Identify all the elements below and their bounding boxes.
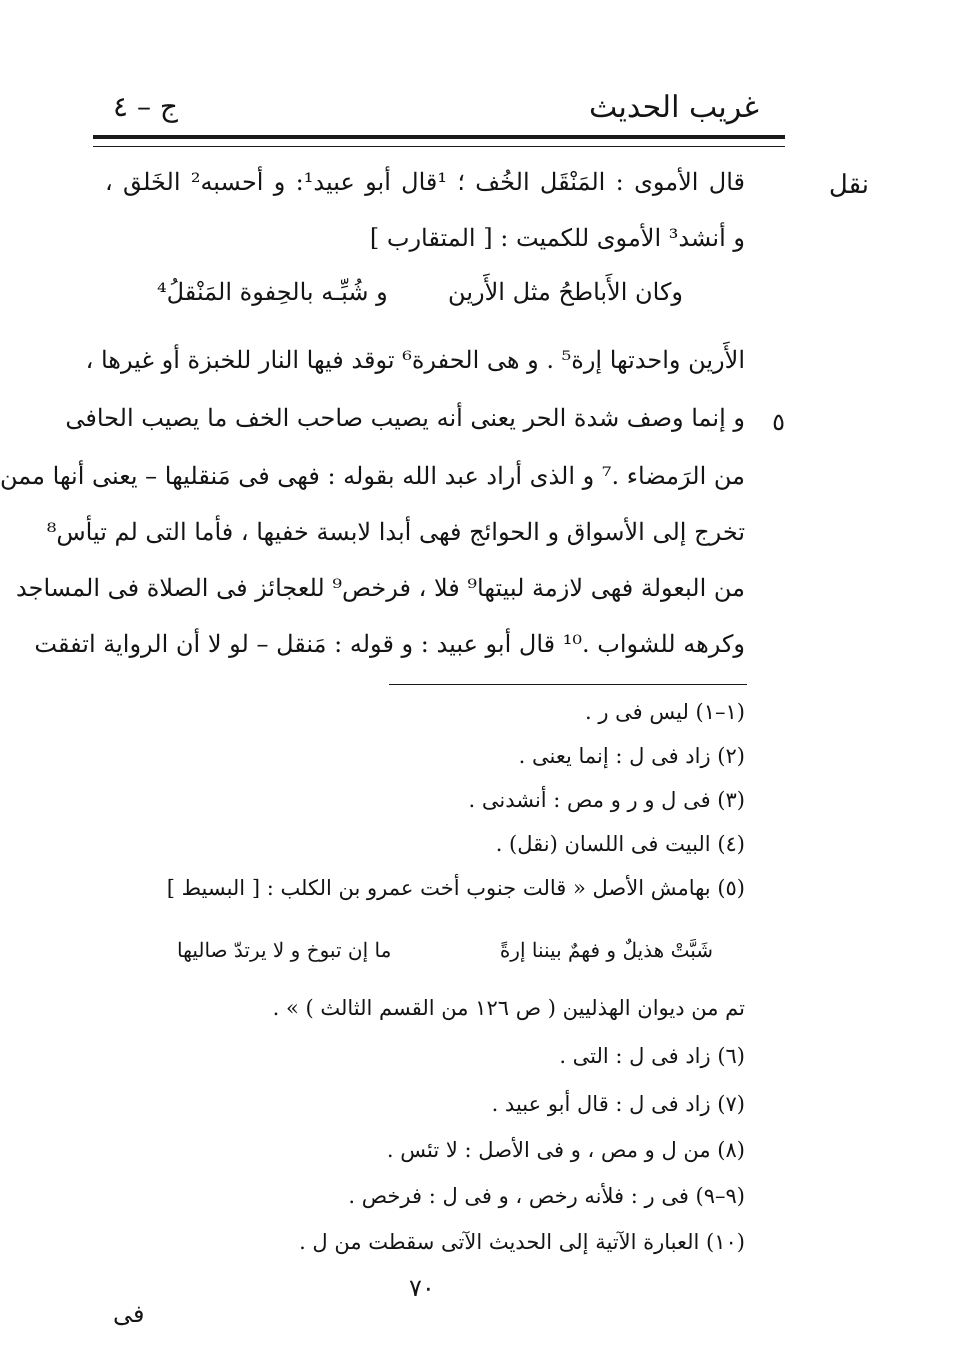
footnote-verse-first-hemistich: شَبَّتْ هذيلٌ و فهمٌ بيننا إرةً xyxy=(499,938,713,962)
body-line-1: قال الأموى : المَنْقَل الخُف ؛ ¹قال أبو عبيد¹: و أحسبه² الخَلق ، xyxy=(105,168,745,196)
body-line-8: من البعولة فهى لازمة لبيتها⁹ فلا ، فرخص⁹ للعجائز فى الصلاة فى المساجد xyxy=(16,574,745,602)
footnote-4: (٤) البيت فى اللسان (نقل) . xyxy=(495,832,745,856)
header-rule-thin xyxy=(93,146,785,147)
body-line-4: الأَرين واحدتها إرة⁵ . و هى الحفرة⁶ توقد فيها النار للخبزة أو غيرها ، xyxy=(85,346,745,374)
footnote-3: (٣) فى ل و ر و مص : أنشدنى . xyxy=(468,788,745,812)
footnote-10: (١٠) العبارة الآتية إلى الحديث الآتى سقطت من ل . xyxy=(299,1230,745,1254)
footnote-5: (٥) بهامش الأصل « قالت جنوب أخت عمرو بن الكلب : [ البسيط ] xyxy=(166,876,745,900)
footnote-2: (٢) زاد فى ل : إنما يعنى . xyxy=(518,744,745,768)
page-number: ٧٠ xyxy=(409,1274,435,1302)
margin-headword: نقل xyxy=(828,170,869,200)
margin-line-number: ٥ xyxy=(772,408,785,436)
body-line-9: وكرهه للشواب .¹⁰ قال أبو عبيد : و قوله : مَنقل – لو لا أن الرواية اتفقت xyxy=(34,630,745,658)
footnote-8: (٨) من ل و مص ، و فى الأصل : لا تئس . xyxy=(386,1138,745,1162)
body-line-5: و إنما وصف شدة الحر يعنى أنه يصيب صاحب الخف ما يصيب الحافى xyxy=(65,404,745,432)
footnote-verse-second-hemistich: ما إن تبوخ و لا يرتدّ صاليها xyxy=(177,938,392,962)
footnote-rule xyxy=(389,684,747,685)
footnote-7: (٧) زاد فى ل : قال أبو عبيد . xyxy=(491,1092,745,1116)
footnote-9: (٩–٩) فى ر : فلأنه رخص ، و فى ل : فرخص . xyxy=(348,1184,745,1208)
footnote-1: (١–١) ليس فى ر . xyxy=(584,700,745,724)
footnote-6: (٦) زاد فى ل : التى . xyxy=(559,1044,745,1068)
body-line-7: تخرج إلى الأسواق و الحوائج فهى أبدا لابسة خفيها ، فأما التى لم تيأس⁸ xyxy=(46,518,745,546)
verse-first-hemistich: وكان الأَباطحُ مثل الأَرين xyxy=(448,278,683,306)
verse-second-hemistich: و شُبِّـه بالحِفوة المَنْقلُ⁴ xyxy=(157,278,388,306)
body-line-6: من الرَمضاء .⁷ و الذى أراد عبد الله بقوله : فهى فى مَنقليها – يعنى أنها ممن xyxy=(0,462,745,490)
header-rule-thick xyxy=(93,135,785,139)
catchword: فى xyxy=(113,1300,145,1328)
footnote-5-continued: تم من ديوان الهذليين ( ص ١٢٦ من القسم الثالث ) » . xyxy=(272,996,745,1020)
part-number: ج – ٤ xyxy=(113,90,178,123)
running-title: غريب الحديث xyxy=(589,90,759,125)
body-line-2: و أنشد³ الأموى للكميت : [ المتقارب ] xyxy=(369,224,745,252)
